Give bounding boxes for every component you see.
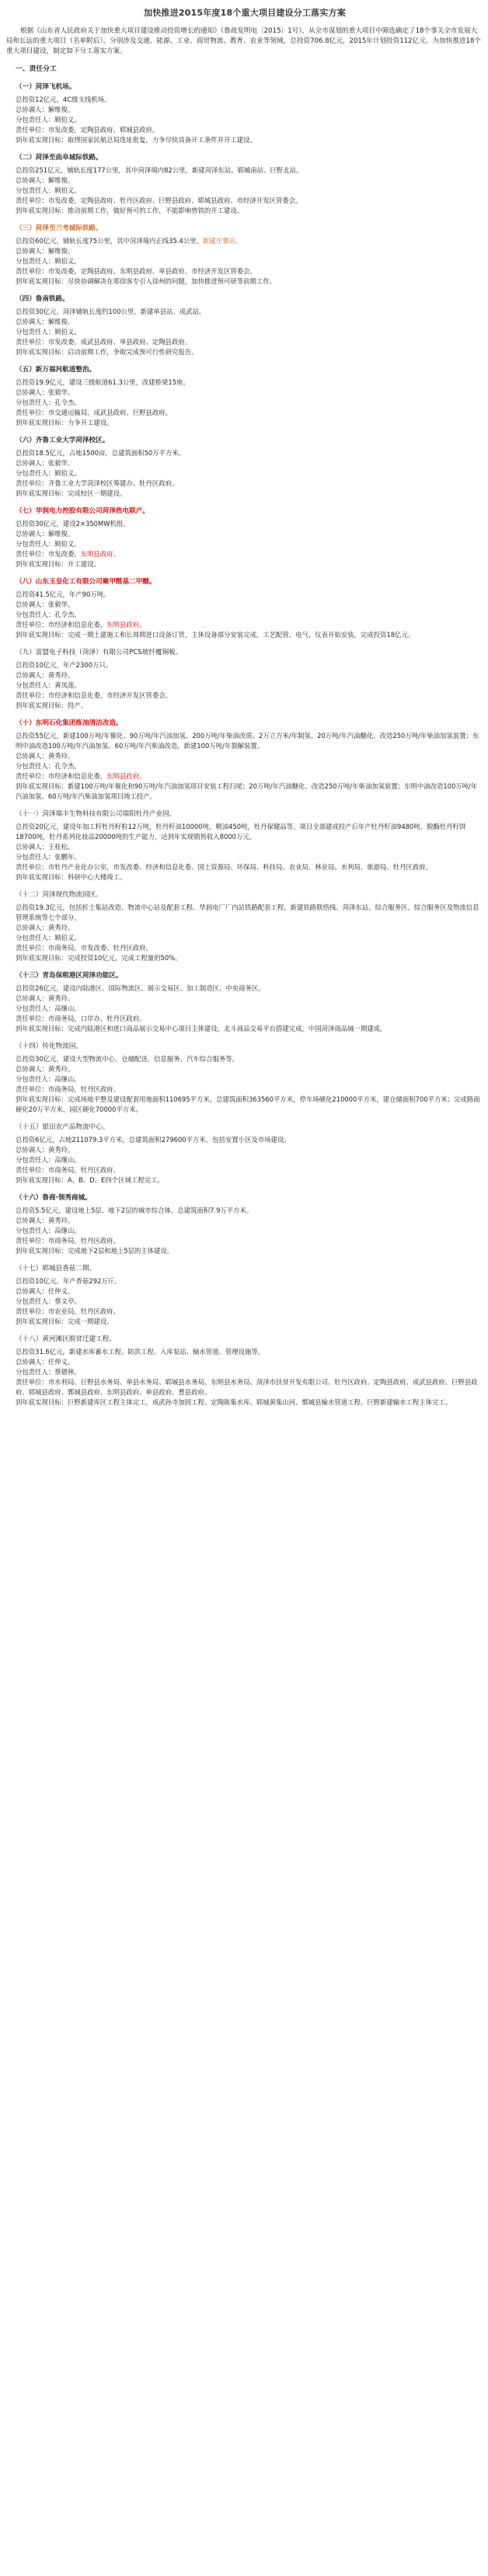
project-line-text: 总协调人：黄秀玲。 bbox=[16, 671, 75, 679]
project-line bbox=[16, 1398, 483, 1408]
project-line bbox=[16, 347, 483, 357]
project-block bbox=[16, 506, 483, 569]
project-line bbox=[16, 590, 483, 600]
project-line-text: 责任单位：市发改委， bbox=[16, 550, 81, 558]
project-line bbox=[16, 701, 483, 711]
project-line-text: 到年底实现目标：尽快协调解决在郑徐客专引入徐州的问题，加快推进预可研等前期工作。 bbox=[16, 277, 276, 285]
project-line bbox=[16, 953, 483, 963]
project-line bbox=[16, 751, 483, 761]
project-line-text: 总投资19.9亿元，建设三级航道61.3公里，改建桥梁15座。 bbox=[16, 378, 190, 386]
project-line bbox=[16, 115, 483, 125]
project-line-text: 到年底实现目标：科研中心大楼竣工。 bbox=[16, 873, 127, 881]
project-line bbox=[16, 1064, 483, 1074]
project-line bbox=[16, 489, 483, 499]
project-block bbox=[16, 294, 483, 357]
project-line-text: 责任单位：市经济和信息化委， bbox=[16, 621, 107, 628]
project-line-text: 总投资6亿元，占地211079.3平方米，总建筑面积279600平方米，包括安置小区及市场建设。 bbox=[16, 1136, 291, 1144]
project-block bbox=[16, 890, 483, 963]
project-line bbox=[16, 600, 483, 610]
project-title: （十一）菏泽瑞丰生物科技有限公司瑞阳牡丹产业园。 bbox=[16, 810, 176, 818]
project-line-text: 到年底实现目标：力争开工建设。 bbox=[16, 419, 113, 426]
project-block bbox=[16, 1335, 483, 1408]
project-line bbox=[16, 236, 483, 246]
project-block bbox=[16, 1264, 483, 1327]
project-line-text: 到年底实现目标：推动前期工作，做好预可的工作，不能影响曾铁的开工建设。 bbox=[16, 207, 244, 214]
project-line bbox=[16, 610, 483, 620]
project-line bbox=[16, 165, 483, 176]
project-line bbox=[16, 994, 483, 1004]
project-line-text: 总投资30亿元，菏泽铺轨长度约100公里，新建单县站、成武站。 bbox=[16, 308, 206, 315]
project-line bbox=[16, 1135, 483, 1145]
project-line bbox=[16, 761, 483, 771]
project-line-text: 到年底实现目标：完成投资10亿元，完成工程量的50%。 bbox=[16, 954, 182, 962]
project-line-text: 总投资18.5亿元，占地1500亩，总建筑面积50万平方米。 bbox=[16, 449, 186, 457]
project-block bbox=[16, 1193, 483, 1256]
project-line-text: 总协调人：黄秀玲。 bbox=[16, 994, 75, 1002]
project-line bbox=[16, 670, 483, 681]
project-line bbox=[16, 630, 483, 640]
project-line bbox=[16, 1307, 483, 1317]
project-line bbox=[16, 1155, 483, 1165]
project-line-text: 总投资10亿元，年产2300万只。 bbox=[16, 661, 113, 669]
project-line-text: 分包责任人：孔令杰。 bbox=[16, 611, 81, 618]
project-line-text: 分包责任人：孔令杰。 bbox=[16, 399, 81, 406]
project-line bbox=[16, 1165, 483, 1175]
project-line bbox=[16, 256, 483, 266]
project-line bbox=[16, 1286, 483, 1297]
project-line-text: 总协调人：黄秀玲。 bbox=[16, 1065, 75, 1073]
project-line-text: 到年底实现目标：新建100万吨/年催化和90万吨/年汽油加氢项目安装工程扫尾；20万吨/年汽油醚化、改造250万吨/年柴油加氢装置；东明中油改造100万吨/年汽油加氢、60万吨/年汽柴油加氢项目竣工投产。 bbox=[16, 782, 478, 800]
project-line-text: 总协调人：黄秀玲。 bbox=[16, 924, 75, 931]
project-line-text: 总协调人：黄秀玲。 bbox=[16, 1217, 75, 1224]
project-line bbox=[16, 872, 483, 882]
project-line-text: 责任单位：市水利局、巨野县水务局、单县水务局、郓城县水务局、东明县水务局、菏泽市扶贫开发有限公司、牡丹区政府、定陶县政府、成武县政府、巨野县政府、郓城县政府、鄄城县政府、东明县政府、单县政府、曹县政府。 bbox=[16, 1378, 478, 1396]
project-line bbox=[16, 95, 483, 105]
project-line-text: 总协调人：解维俊。 bbox=[16, 106, 75, 113]
project-line-text: 总投资10亿元，年产香菇292万斤。 bbox=[16, 1277, 121, 1285]
document-title: 加快推进2015年度18个重大项目建设分工落实方案 bbox=[144, 8, 346, 18]
project-title: （十六）鲁商·领秀商城。 bbox=[16, 1194, 92, 1202]
project-line bbox=[16, 418, 483, 428]
project-line bbox=[16, 842, 483, 852]
highlighted-text: 东明县政府。 bbox=[106, 772, 146, 780]
project-title: （六）齐鲁工业大学菏泽校区。 bbox=[16, 437, 110, 444]
project-line-text: 总投资55亿元，新建100万吨/年催化、90万吨/年汽油加氢、200万吨/年柴油改质、2万立方米/年制氢、20万吨/年汽油醚化、改造250万吨/年柴油加氢装置；东明中油改造100万吨/年汽油加氢、60万吨/年汽柴油改造。新建100万吨/年裂解装置。 bbox=[16, 732, 479, 750]
project-line bbox=[16, 408, 483, 418]
project-line bbox=[16, 1216, 483, 1226]
project-line-text: 分包责任人：顾伯义。 bbox=[16, 469, 81, 477]
project-title: （九）富盟电子科技（菏泽）有限公司PCS玻纤覆铜板。 bbox=[16, 649, 183, 656]
project-line-text: 总协调人：张毅华。 bbox=[16, 600, 75, 608]
project-block bbox=[16, 719, 483, 802]
project-line bbox=[16, 196, 483, 206]
section-heading: 一、责任分工 bbox=[16, 65, 57, 73]
highlighted-text: 新建庄寨站。 bbox=[202, 237, 242, 245]
project-line-text: 总投资26亿元，建设内陆港区、国际物流区、展示交易区、加工制造区、中央商务区。 bbox=[16, 984, 265, 992]
project-title: （十三）青岛保税港区菏泽功能区。 bbox=[16, 972, 123, 980]
project-line-text: 总协调人：黄秀玲。 bbox=[16, 752, 75, 760]
project-line bbox=[16, 246, 483, 256]
project-line-text: 总投资19.3亿元，包括折士集站改造、物流中心站及配套工程、华润电厂厂内站铁路配套工程，新建铁路联络线、菏泽东站、综合服务区、综合服务区及物流信息管理系统等七个部分。 bbox=[16, 903, 479, 921]
project-line bbox=[16, 1175, 483, 1185]
project-line-text: 分包责任人：高继山。 bbox=[16, 1156, 81, 1164]
project-line bbox=[16, 307, 483, 317]
project-line bbox=[16, 266, 483, 277]
project-line-text: 总投资30亿元，建设2×350MW机组。 bbox=[16, 520, 130, 527]
project-line-text: 总协调人：任仲义。 bbox=[16, 1287, 75, 1295]
project-line-text: 分包责任人：顾伯义。 bbox=[16, 116, 81, 124]
project-line-text: 总协调人：解维俊。 bbox=[16, 530, 75, 538]
project-list bbox=[16, 82, 483, 1408]
project-line-text: 到年底实现目标：完成地下2层和地上5层的主体建设。 bbox=[16, 1247, 174, 1255]
project-line bbox=[16, 852, 483, 862]
project-block bbox=[16, 809, 483, 882]
project-line bbox=[16, 1145, 483, 1155]
project-title: （五）新万福河航道整治。 bbox=[16, 366, 96, 374]
project-line-text: 到年底实现目标：完成校区一期建设。 bbox=[16, 489, 127, 497]
project-line-text: 责任单位：市发改委，定陶县政府、东明县政府、单县政府、市经济开发区管委会。 bbox=[16, 267, 256, 275]
project-line bbox=[16, 862, 483, 872]
project-line bbox=[16, 1347, 483, 1357]
project-line bbox=[16, 186, 483, 196]
project-line bbox=[16, 337, 483, 347]
project-title: （七）华润电力控股有限公司菏泽热电联产。 bbox=[16, 507, 149, 515]
project-line bbox=[16, 1206, 483, 1216]
project-line-text: 分包责任人：顾伯义。 bbox=[16, 540, 81, 548]
project-line bbox=[16, 1357, 483, 1367]
project-block bbox=[16, 971, 483, 1034]
project-line-text: 总协调人：解维俊。 bbox=[16, 176, 75, 184]
project-line-text: 总投资30亿元，建设大型物流中心、仓储配送、信息服务、汽车综合服务等。 bbox=[16, 1055, 239, 1063]
project-line-text: 总协调人：王桂松。 bbox=[16, 843, 75, 851]
page-bottom-edge bbox=[0, 2564, 488, 2576]
project-line-text: 分包责任人：高继山。 bbox=[16, 1004, 81, 1012]
project-title: （四）鲁南铁路。 bbox=[16, 295, 69, 303]
project-line bbox=[16, 125, 483, 135]
project-line-text: 总投资5.5亿元，建设地上5层、地下2层的城市综合体，总建筑面积7.9万平方米。 bbox=[16, 1206, 253, 1214]
project-line-text: 总协调人：张毅华。 bbox=[16, 388, 75, 396]
project-line bbox=[16, 559, 483, 569]
project-line bbox=[16, 923, 483, 933]
highlighted-text: 东明县政府。 bbox=[80, 550, 120, 558]
project-line-text: 到年底实现目标：完成场地平整及建设配套用地面积110695平方米，总建筑面积363560平方米，停车场硬化210000平方米，建仓储面积700平方米；完成路面硬化20万平方米，园区硬化70000平方米。 bbox=[16, 1095, 480, 1113]
project-line-text: 总协调人：解维俊。 bbox=[16, 247, 75, 255]
project-line bbox=[16, 448, 483, 458]
project-line bbox=[16, 105, 483, 115]
project-line bbox=[16, 317, 483, 327]
project-title: （十八）黄河滩区脱贫迁建工程。 bbox=[16, 1335, 116, 1343]
project-title: （一）菏泽飞机场。 bbox=[16, 83, 76, 91]
project-line bbox=[16, 277, 483, 287]
project-line-text: 分包责任人：蔡文亭。 bbox=[16, 1297, 81, 1305]
project-block bbox=[16, 365, 483, 428]
project-line bbox=[16, 1317, 483, 1327]
project-line bbox=[16, 549, 483, 559]
project-block bbox=[16, 224, 483, 287]
project-block bbox=[16, 436, 483, 499]
project-line bbox=[16, 620, 483, 630]
project-title: （十七）郓城县香菇二期。 bbox=[16, 1265, 96, 1272]
project-title: （三）菏泽至兰考城际铁路。 bbox=[16, 225, 103, 232]
project-line bbox=[16, 479, 483, 489]
project-line bbox=[16, 1014, 483, 1024]
project-line-text: 责任单位：市发改委，定陶县政府、郓城县政府。 bbox=[16, 126, 159, 134]
project-line-text: 责任单位：市商务局，牡丹区政府。 bbox=[16, 1237, 120, 1244]
project-line bbox=[16, 1367, 483, 1377]
project-line bbox=[16, 1074, 483, 1084]
project-line-text: 到年底实现目标：A、B、D、E四个区域工程完工。 bbox=[16, 1176, 164, 1184]
project-line-text: 总协调人：解维俊。 bbox=[16, 318, 75, 325]
project-line-text: 分包责任人：蔡德林。 bbox=[16, 1368, 81, 1376]
project-line-text: 总投资60亿元，铺轨长度75公里，其中菏泽境内正线35.4公里， bbox=[16, 237, 203, 245]
project-line bbox=[16, 822, 483, 842]
project-block bbox=[16, 648, 483, 711]
project-line bbox=[16, 660, 483, 670]
project-line-text: 责任单位：市牡丹产业化办公室，市发改委、经济和信息化委、国土资源局、环保局、科技局、农业局、林业局、水利局、旅游局、牡丹区政府。 bbox=[16, 863, 432, 871]
project-line bbox=[16, 1246, 483, 1256]
project-line-text: 责任单位：齐鲁工业大学菏泽校区筹建办、牡丹区政府。 bbox=[16, 479, 179, 487]
project-title: （十二）菏泽现代物流园区。 bbox=[16, 891, 103, 899]
project-title: （八）山东玉皇化工有限公司聚甲醛基二甲醚。 bbox=[16, 578, 156, 586]
project-line bbox=[16, 1004, 483, 1014]
project-block bbox=[16, 153, 483, 216]
project-line bbox=[16, 1024, 483, 1034]
project-line-text: 总投资31.6亿元，新建水库蓄水工程、防洪工程、入库泵站、输水管道、管理设施等。 bbox=[16, 1348, 265, 1356]
project-line bbox=[16, 398, 483, 408]
project-line bbox=[16, 1377, 483, 1398]
project-line bbox=[16, 1095, 483, 1115]
project-line-text: 责任单位：市商务局，牡丹区政府。 bbox=[16, 1085, 120, 1093]
project-line-text: 分包责任人：顾伯义。 bbox=[16, 186, 81, 194]
project-line-text: 到年底实现目标：启动前期工作，争取完成预可行性研究报告。 bbox=[16, 348, 198, 356]
project-line bbox=[16, 1276, 483, 1286]
highlighted-text: 东明县政府。 bbox=[106, 621, 146, 628]
project-line-text: 总投资12亿元，4C级支线机场。 bbox=[16, 96, 111, 103]
project-line-text: 分包责任人：高继山。 bbox=[16, 1075, 81, 1083]
project-line bbox=[16, 731, 483, 751]
project-line-text: 责任单位：市交通运输局，成武县政府、巨野县政府。 bbox=[16, 409, 172, 416]
project-line bbox=[16, 782, 483, 802]
project-line-text: 分包责任人：顾伯义。 bbox=[16, 328, 81, 336]
project-line-text: 责任单位：市经济和信息化委，市经济开发区管委会。 bbox=[16, 691, 172, 699]
project-line bbox=[16, 458, 483, 468]
project-line-text: 责任单位：市农业局，牡丹区政府。 bbox=[16, 1307, 120, 1315]
project-block bbox=[16, 1123, 483, 1185]
project-line-text: 总投资41.5亿元，年产90万吨。 bbox=[16, 590, 110, 598]
project-line-text: 责任单位：市商务局，市发改委、牡丹区政府。 bbox=[16, 944, 152, 952]
project-line-text: 到年底实现目标：完成内陆港区和进口商品展示交易中心项目主体建设，北斗商品交易平台搭建完成，中国菏泽商品城一期建成。 bbox=[16, 1025, 387, 1032]
project-line-text: 到年底实现目标：完成一期土建施工和长周期进口设备订货，主体设备部分安装完成，工艺配管、电气、仪表开始安装，完成投资18亿元。 bbox=[16, 631, 415, 639]
project-line-text: 到年底实现目标：巨野新建库区工程主体完工，成武孙寺加固工程、定陶陈集水库、郓城黄集山河、鄄城县输水管道工程、巨野新建输水工程主体完工。 bbox=[16, 1398, 452, 1406]
project-line-text: 分包责任人：黄凤莲。 bbox=[16, 681, 81, 689]
project-line-text: 分包责任人：高继山。 bbox=[16, 1227, 81, 1234]
project-line-text: 责任单位：市发改委，定陶县政府、牡丹区政府、巨野县政府、郓城县政府、市经济开发区管委会。 bbox=[16, 197, 302, 204]
project-line bbox=[16, 1084, 483, 1095]
project-line-text: 到年底实现目标：开工建设。 bbox=[16, 560, 100, 568]
project-line-text: 总协调人：任仲义。 bbox=[16, 1358, 75, 1366]
project-line bbox=[16, 468, 483, 479]
project-title: （十）东明石化集团炼油清洁改造。 bbox=[16, 719, 123, 727]
project-line-text: 到年底实现目标：完成一期建设。 bbox=[16, 1318, 113, 1325]
project-line bbox=[16, 1054, 483, 1064]
project-line-text: 总协调人：黄秀玲。 bbox=[16, 1146, 75, 1154]
project-block bbox=[16, 1042, 483, 1115]
project-line bbox=[16, 1297, 483, 1307]
project-line bbox=[16, 135, 483, 145]
project-line-text: 责任单位：市商务局，口岸办，牡丹区政府。 bbox=[16, 1015, 146, 1022]
project-line bbox=[16, 1236, 483, 1246]
project-line-text: 总协调人：张毅华。 bbox=[16, 459, 75, 467]
project-line bbox=[16, 771, 483, 782]
project-title: （二）菏泽至曲阜城际铁路。 bbox=[16, 154, 103, 162]
project-line bbox=[16, 1226, 483, 1236]
project-line bbox=[16, 933, 483, 943]
project-line bbox=[16, 681, 483, 691]
project-line-text: 责任单位：市发改委，成武县政府、单县政府、定陶县政府。 bbox=[16, 338, 192, 346]
project-line bbox=[16, 176, 483, 186]
project-line bbox=[16, 519, 483, 529]
project-title: （十四）传化物流园。 bbox=[16, 1043, 82, 1050]
project-line bbox=[16, 903, 483, 923]
project-line-text: 分包责任人：顾伯义。 bbox=[16, 934, 81, 942]
intro-paragraph: 根据《山东省人民政府关于加快重大项目建设推动投资增长的通知》（鲁政发明电〔2015〕1号），从全市谋划的重大项目中筛选确定了18个事关全市发展大局和长远的重大项目（名单附后），分别涉及交通、能源、工业、商贸物流、教育、农业等领域，总投资706.8亿元，2015年计划投资112亿元。为加快推进18个重大项目建设，制定如下分工落实方案。 bbox=[6, 27, 481, 55]
project-line-text: 到年底实现目标：取得国家民航总局选址批复，力争尽快具备开工条件并开工建设。 bbox=[16, 136, 256, 144]
project-title: （十五）银田农产品物流中心。 bbox=[16, 1123, 110, 1131]
project-line-text: 责任单位：市商务局，牡丹区政府。 bbox=[16, 1166, 120, 1174]
project-block bbox=[16, 82, 483, 145]
project-line bbox=[16, 327, 483, 337]
project-line bbox=[16, 529, 483, 539]
project-line-text: 分包责任人：顾伯义。 bbox=[16, 257, 81, 265]
project-line bbox=[16, 388, 483, 398]
project-line bbox=[16, 539, 483, 549]
project-line bbox=[16, 206, 483, 216]
project-line-text: 责任单位：市经济和信息化委， bbox=[16, 772, 107, 780]
project-line-text: 分包责任人：孔令杰。 bbox=[16, 762, 81, 770]
project-line-text: 总投资20亿元，建设年加工籽牡丹籽粒12万吨，牡丹籽油10000吨，精油450吨，牡丹保健品等。项目全部建成投产后年产牡丹籽油9480吨，脱酶牡丹籽饼18700吨，牡丹系列化妆品20000吨的生产能力，达到年实现销售收入8000万元。 bbox=[16, 823, 466, 841]
project-line bbox=[16, 983, 483, 994]
project-line bbox=[16, 691, 483, 701]
project-line bbox=[16, 943, 483, 953]
project-line bbox=[16, 378, 483, 388]
project-line-text: 总投资251亿元，铺轨长度177公里，其中菏泽境内82公里，新建菏泽东站、郓城南站、巨野北站。 bbox=[16, 166, 303, 174]
project-line-text: 分包责任人：张鹏年。 bbox=[16, 853, 81, 861]
project-line-text: 到年底实现目标：投产。 bbox=[16, 701, 88, 709]
project-block bbox=[16, 577, 483, 640]
